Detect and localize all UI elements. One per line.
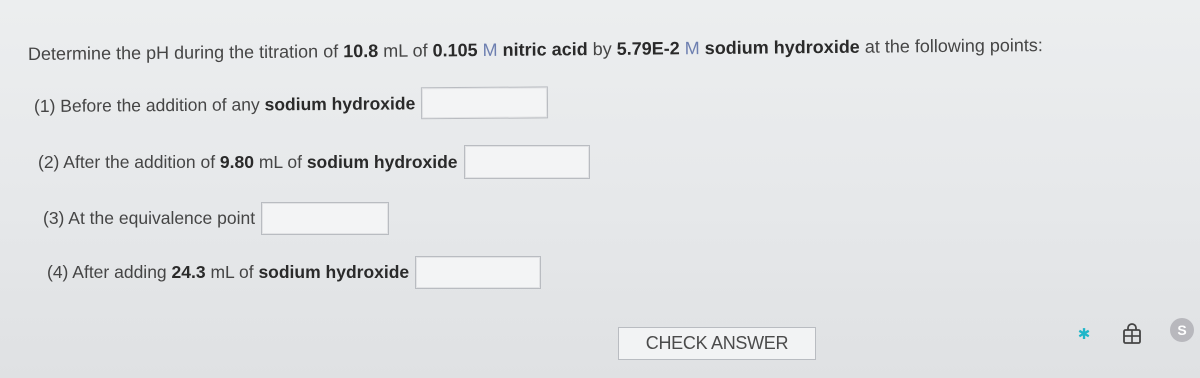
part-2-reagent: sodium hydroxide bbox=[306, 151, 458, 172]
part-2-text-b: mL of bbox=[253, 151, 307, 172]
part-1-row bbox=[34, 86, 548, 122]
part-1-label bbox=[34, 93, 415, 117]
part-3-label: (3) At the equivalence point bbox=[43, 208, 256, 228]
part-4-row bbox=[47, 256, 541, 289]
s-badge-icon[interactable]: S bbox=[1170, 318, 1194, 342]
acid-concentration: 0.105 bbox=[432, 40, 478, 61]
acid-volume: 10.8 bbox=[343, 40, 379, 62]
shopping-bag-icon[interactable] bbox=[1118, 320, 1146, 348]
part-2-volume: 9.80 bbox=[219, 151, 254, 172]
base-name: sodium hydroxide bbox=[704, 36, 860, 59]
check-answer-button[interactable]: CHECK ANSWER bbox=[618, 327, 816, 360]
question-text bbox=[28, 35, 1043, 65]
base-molar-unit: M bbox=[684, 38, 700, 59]
part-3-row bbox=[43, 202, 389, 235]
base-concentration: 5.79E-2 bbox=[616, 38, 680, 59]
part-4-reagent: sodium hydroxide bbox=[258, 262, 410, 282]
part-4-answer-input[interactable] bbox=[415, 256, 541, 289]
acid-molar-unit: M bbox=[482, 39, 498, 61]
part-2-answer-input[interactable] bbox=[464, 145, 590, 179]
part-4-text-b: mL of bbox=[205, 262, 259, 282]
part-4-text-a: (4) After adding bbox=[47, 262, 172, 282]
question-middle: by bbox=[587, 38, 617, 60]
question-prefix: Determine the pH during the titration of bbox=[27, 41, 344, 64]
star-icon[interactable]: ✱ bbox=[1077, 326, 1091, 343]
acid-name: nitric acid bbox=[502, 39, 588, 60]
question-suffix: at the following points: bbox=[859, 35, 1043, 57]
part-1-reagent: sodium hydroxide bbox=[264, 92, 416, 114]
acid-volume-unit: mL of bbox=[378, 40, 433, 61]
part-2-row bbox=[38, 145, 590, 179]
part-4-label bbox=[47, 262, 409, 283]
part-1-text: (1) Before the addition of any bbox=[33, 93, 265, 116]
part-2-label bbox=[38, 152, 458, 173]
part-4-volume: 24.3 bbox=[171, 262, 206, 282]
part-3-answer-input[interactable] bbox=[261, 202, 389, 235]
part-2-text-a: (2) After the addition of bbox=[38, 151, 220, 172]
part-1-answer-input[interactable] bbox=[421, 86, 548, 119]
